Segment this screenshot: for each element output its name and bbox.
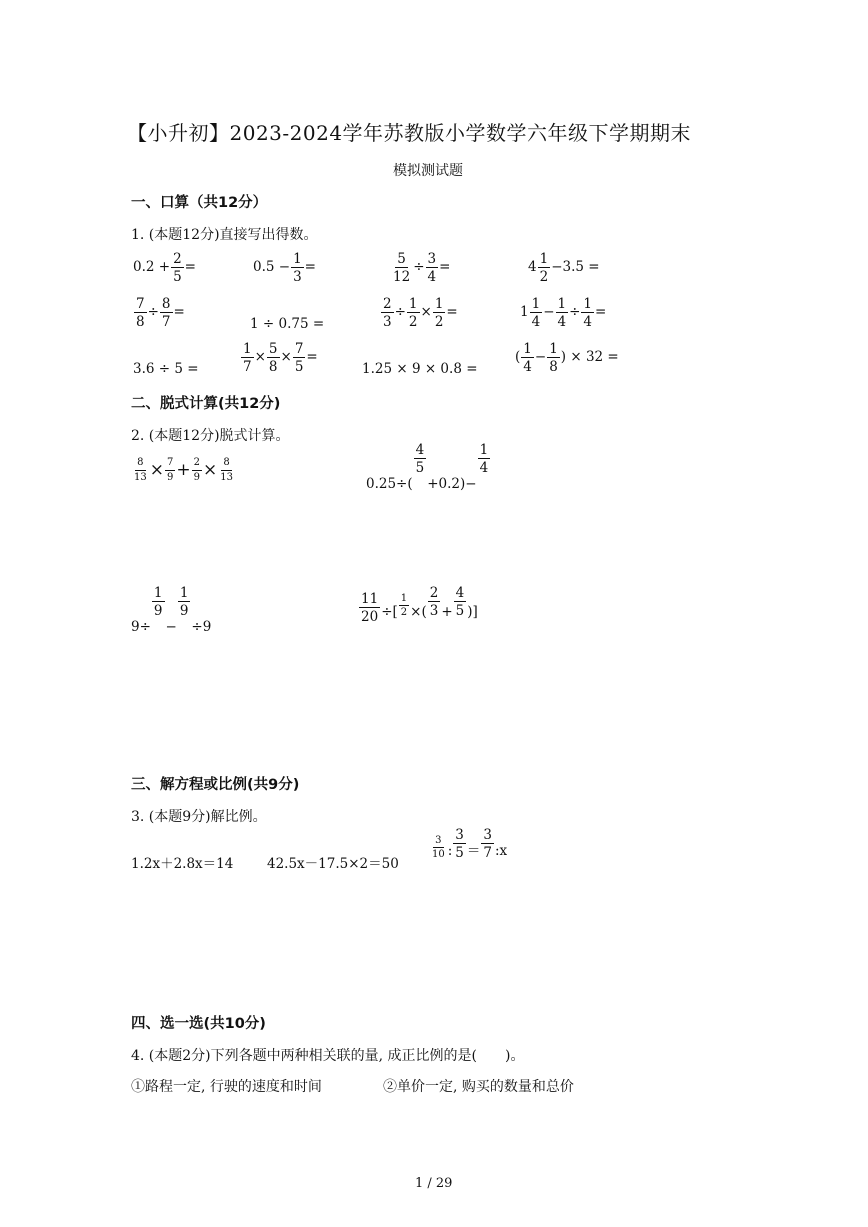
step-item-2: 0.25÷( $\frac{4}{5}$ +0.2)− $\frac{1}{4}$ (366, 441, 489, 492)
oral-item-9: 3.6 ÷ 5 = (133, 361, 199, 377)
problem-2-prompt: 2. (本题12分)脱式计算。 (131, 428, 290, 444)
section-heading-step-calc: 二、脱式计算(共12分) (131, 396, 281, 412)
section-heading-multiple-choice: 四、选一选(共10分) (131, 1016, 266, 1032)
equation-item-1: 1.2x＋2.8x＝14 (131, 856, 234, 872)
oral-item-7: $\frac{2}{3}$ ÷ $\frac{1}{2}$ × $\frac{1}{2}$ = (383, 296, 458, 331)
oral-item-12: ( $\frac{1}{4}$ − $\frac{1}{8}$ ) × 32 = (515, 341, 619, 376)
page-title: 【小升初】2023-2024学年苏教版小学数学六年级下学期期末 (127, 121, 692, 145)
step-item-4: $\frac{11}{20}$ ÷[ $\frac{1}{2}$ ×( $\frac{2}{3}$ + $\frac{4}{5}$ )] (361, 585, 478, 626)
page-number: 1 / 29 (415, 1176, 453, 1191)
oral-item-6: 1 ÷ 0.75 = (250, 316, 325, 332)
oral-item-10: $\frac{1}{7}$ × $\frac{5}{8}$ × $\frac{7}{5}$ = (243, 341, 318, 376)
problem-1-prompt: 1. (本题12分)直接写出得数。 (131, 227, 318, 243)
equation-item-2: 42.5x－17.5×2＝50 (267, 856, 399, 872)
problem-3-prompt: 3. (本题9分)解比例。 (131, 809, 267, 825)
oral-item-8: 1 $\frac{1}{4}$ − $\frac{1}{4}$ ÷ $\frac{1}{4}$ = (520, 296, 607, 331)
step-item-3: 9÷ $\frac{1}{9}$ − $\frac{1}{9}$ ÷9 (131, 584, 212, 635)
section-heading-oral-calc: 一、口算（共12分） (131, 195, 268, 211)
oral-item-1: 0.2 + $\frac{2}{5}$ = (133, 251, 196, 286)
oral-item-11: 1.25 × 9 × 0.8 = (362, 361, 478, 377)
choice-option-2: ②单价一定, 购买的数量和总价 (383, 1079, 574, 1095)
oral-item-4: 4 $\frac{1}{2}$ −3.5 = (528, 251, 600, 286)
equation-item-3: $\frac{3}{10}$ : $\frac{3}{5}$ ＝ $\frac{3}{7}$ :x (432, 827, 508, 862)
choice-option-1: ①路程一定, 行驶的速度和时间 (131, 1079, 322, 1095)
section-heading-equations: 三、解方程或比例(共9分) (131, 777, 300, 793)
step-item-1: $\frac{8}{13}$ × $\frac{7}{9}$ + $\frac{2}{9}$ × $\frac{8}{13}$ (134, 457, 233, 483)
page-subtitle: 模拟测试题 (393, 163, 463, 179)
problem-4-prompt: 4. (本题2分)下列各题中两种相关联的量, 成正比例的是( )。 (131, 1048, 525, 1064)
oral-item-3: $\frac{5}{12}$ ÷ $\frac{3}{4}$ = (393, 251, 451, 286)
oral-item-5: $\frac{7}{8}$ ÷ $\frac{8}{7}$ = (136, 296, 185, 331)
oral-item-2: 0.5 − $\frac{1}{3}$ = (253, 251, 316, 286)
